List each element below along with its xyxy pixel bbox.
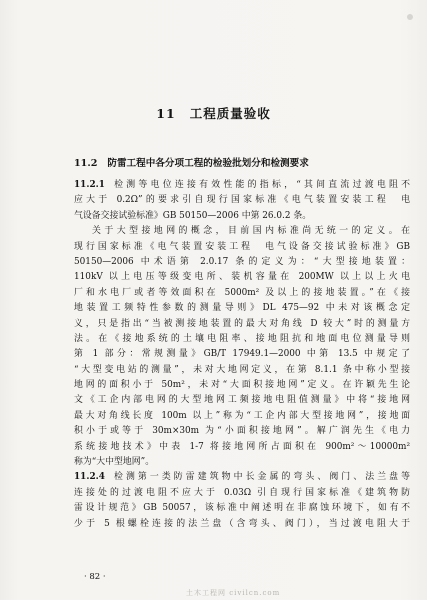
section-heading [74,155,309,169]
paragraph-2-line: 法。在《接地系统的土壤电阻率、接地阻抗和地面电位测量导则 [74,333,410,344]
paragraph-2-line: 最大对角线长度 100m 以上”称为“工企内部大型接地网”，接地面 [74,410,410,421]
paragraph-2-line: 第 1 部分：常规测量》GB/T 17949.1—2000 中第 13.5 中规定了 [74,349,410,360]
paragraph-2-line: 50150—2006 中术语第 2.0.17 条的定义为：“大型接地装置： [74,256,410,267]
paragraph-2-line: 地网的面积小于 50m²，未对“大面积接地网”定义。在许颖先生论 [74,380,410,391]
paragraph-2-line: 现行国家标准《电气装置安装工程 电气设备交接试验标准》GB [74,241,410,252]
paragraph-2-line: 文《工企内部电网的大型地网工频接地电阻值测量》中将“接地网 [74,395,410,406]
clause-1-line: 气设备交接试验标准》GB 50150—2006 中第 26.0.2 条。 [74,210,312,221]
clause-1-number: 11.2.1 [74,180,105,190]
section-title-text: 防雷工程中各分项工程的检验批划分和检测要求 [107,158,309,169]
watermark: 土木工程网 civilcn.com [186,589,281,597]
clause-4-line: 雷设计规范》GB 50057，该标准中阐述明在非腐蚀环境下，如有不 [74,503,410,514]
clause-4-number: 11.2.4 [74,472,105,483]
clause-4-line: 11.2.4 检测第一类防雷建筑物中长金属的弯头、阀门、法兰盘等 [74,472,410,483]
paragraph-2-line: 义，只是指出“当被测接地装置的最大对角线 D 较大”时的测量方 [74,318,410,329]
paragraph-2-line: 厂和水电厂或者等效面积在 5000m² 及以上的接地装置。”在《接 [74,287,410,298]
clause-4-line: 连接处的过渡电阻不应大于 0.03Ω 引自现行国家标准《建筑物防 [74,487,410,498]
paragraph-2-line: 积小于或等于 30m×30m 为“小面积接地网”。解广润先生《电力 [74,426,410,437]
page-number: · 82 · [84,572,106,582]
clause-4-line: 少于 5 根螺栓连接的法兰盘（含弯头、阀门），当过渡电阻大于 [74,518,410,529]
clause-1-line: 11.2.1 检测等电位连接有效性能的指标，“其间直流过渡电阻不 [74,180,410,190]
paragraph-2-line: 系统接地技术》中表 1-7 将接地网所占面积在 900m²～10000m² [74,441,410,452]
chapter-title-text: 工程质量验收 [189,106,271,121]
body-text [74,178,410,532]
paragraph-2-line: 110kV 以上电压等级变电所、装机容量在 200MW 以上以上火电 [74,272,410,283]
chapter-heading [0,104,427,122]
scan-speck [407,14,413,20]
paragraph-2-line: 称为“大中型地网”。 [74,457,155,468]
clause-1-line: 应大于 0.2Ω”的要求引自现行国家标准《电气装置安装工程 电 [74,195,410,206]
paragraph-2-line: 关于大型接地网的概念，目前国内标准尚无统一的定义。在 [92,226,410,237]
paragraph-2-line: “大型变电站的测量”，未对大地网定义，在第 8.1.1 条中称小型接 [74,364,410,375]
paragraph-2-line: 地装置工频特性参数的测量导则》DL 475—92 中未对该概念定 [74,303,410,314]
section-number: 11.2 [74,158,98,169]
chapter-number: 11 [156,106,176,121]
